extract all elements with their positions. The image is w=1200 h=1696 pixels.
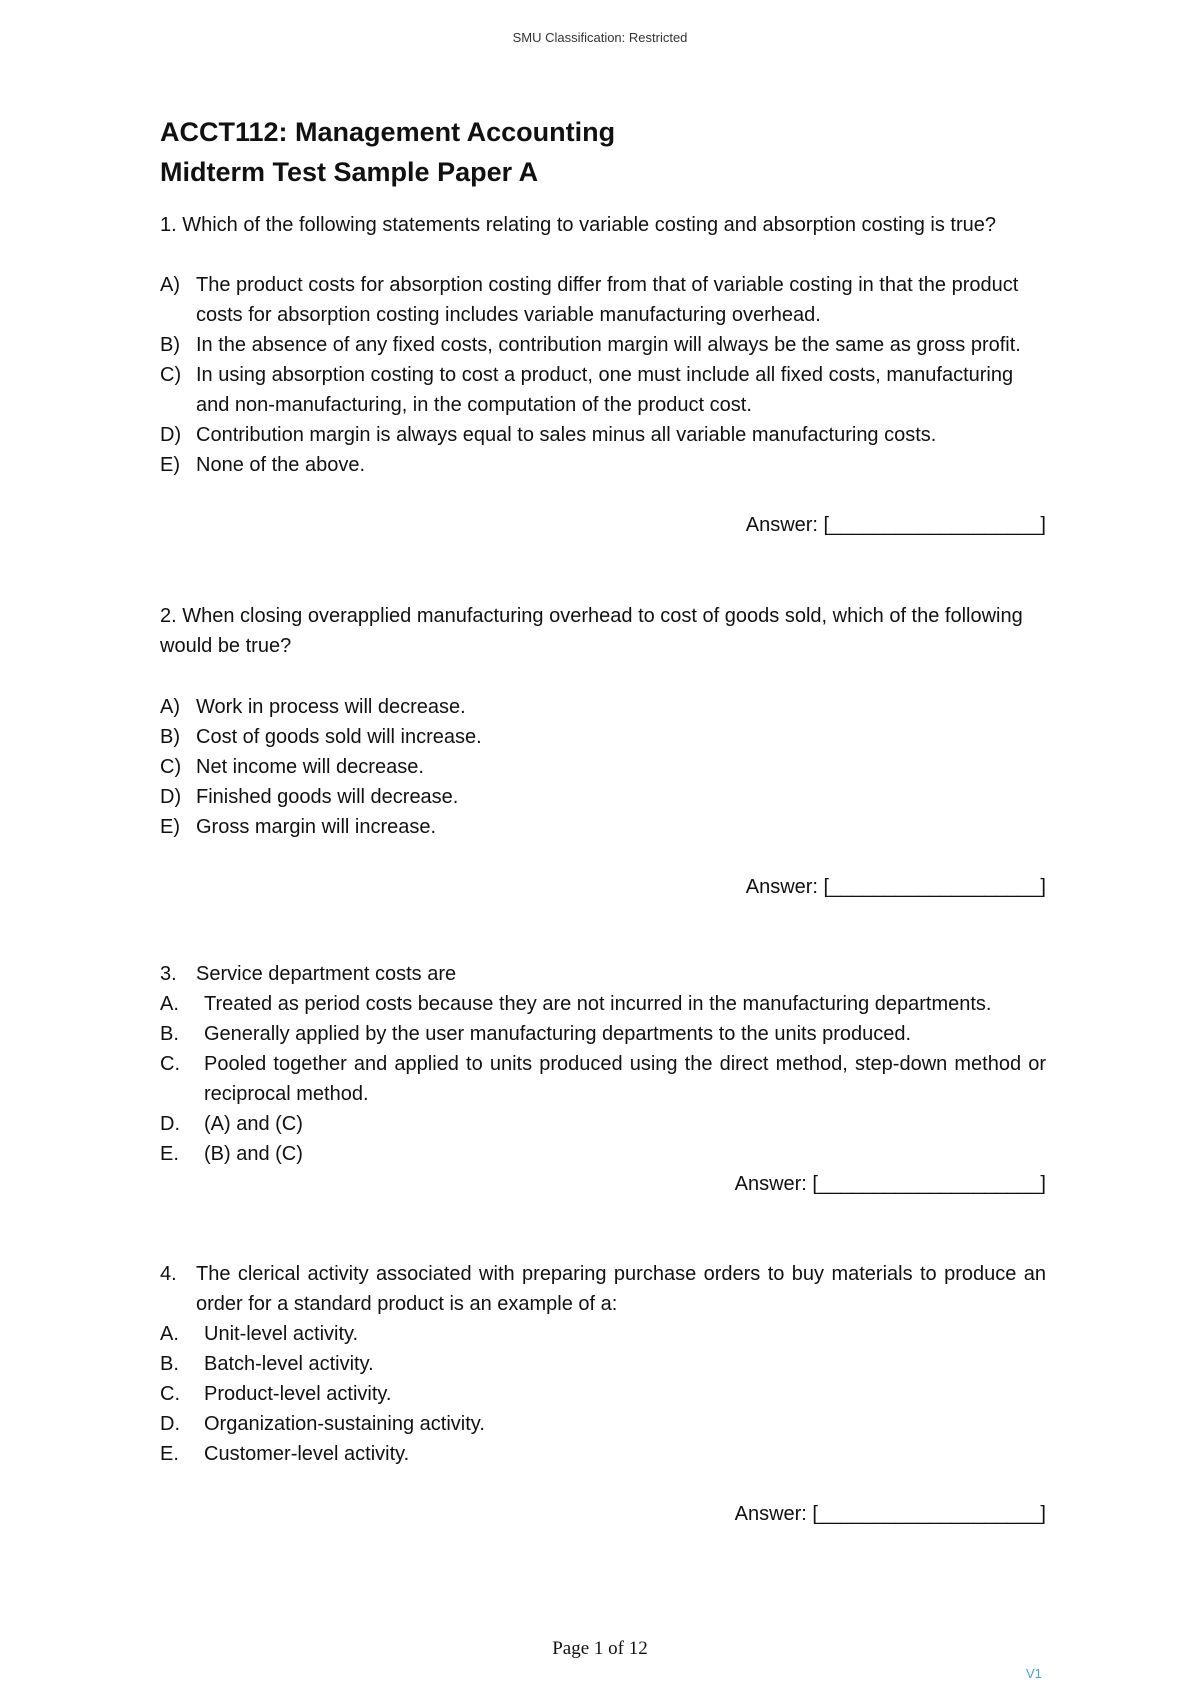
option-e bbox=[160, 812, 1046, 842]
option-text: The product costs for absorption costing differ from that of variable costing in that the product costs for absorption costing includes variable manufacturing overhead. bbox=[196, 274, 1019, 326]
option-text: Treated as period costs because they are not incurred in the manufacturing departments. bbox=[204, 993, 992, 1015]
paper-title: Midterm Test Sample Paper A bbox=[160, 157, 539, 187]
question-stem: Service department costs are bbox=[196, 963, 457, 985]
question-4 bbox=[160, 1259, 1046, 1529]
option-label: D. bbox=[160, 1113, 180, 1135]
question-3-text bbox=[160, 959, 1046, 989]
document-body bbox=[160, 112, 1046, 1529]
option-label: D) bbox=[160, 786, 182, 808]
option-label: A) bbox=[160, 274, 180, 296]
option-text: In using absorption costing to cost a product, one must include all fixed costs, manufacturing and non-manufacturing, in the computation of the product cost. bbox=[196, 364, 1014, 416]
option-c bbox=[160, 1049, 1046, 1109]
option-label: E. bbox=[160, 1443, 179, 1465]
option-e bbox=[160, 450, 1046, 480]
question-1-text: 1. Which of the following statements relating to variable costing and absorption costing is true? bbox=[160, 214, 997, 236]
option-text: Contribution margin is always equal to sales minus all variable manufacturing costs. bbox=[196, 424, 937, 446]
option-label: E) bbox=[160, 816, 180, 838]
question-4-text bbox=[160, 1259, 1046, 1319]
option-b bbox=[160, 1349, 1046, 1379]
question-2-options bbox=[160, 692, 1046, 842]
option-text: Cost of goods sold will increase. bbox=[196, 726, 482, 748]
option-text: Finished goods will decrease. bbox=[196, 786, 459, 808]
option-e bbox=[160, 1439, 1046, 1469]
option-b bbox=[160, 722, 1046, 752]
answer-field-4[interactable]: Answer: [____________________] bbox=[734, 1503, 1046, 1525]
option-a bbox=[160, 989, 1046, 1019]
question-2-text: 2. When closing overapplied manufacturing overhead to cost of goods sold, which of the following would be true? bbox=[160, 605, 1023, 657]
option-label: A. bbox=[160, 993, 179, 1015]
option-label: B) bbox=[160, 726, 180, 748]
answer-field-1[interactable]: Answer: [___________________] bbox=[745, 514, 1046, 536]
question-3-options bbox=[160, 989, 1046, 1169]
option-label: B. bbox=[160, 1023, 179, 1045]
question-stem: The clerical activity associated with preparing purchase orders to buy materials to produce an order for a standard product is an example of a: bbox=[196, 1263, 1046, 1315]
option-label: E. bbox=[160, 1143, 179, 1165]
answer-field-2[interactable]: Answer: [___________________] bbox=[745, 876, 1046, 898]
option-label: C) bbox=[160, 364, 182, 386]
answer-field-3[interactable]: Answer: [____________________] bbox=[734, 1173, 1046, 1195]
question-number: 3. bbox=[160, 963, 177, 985]
page-number: Page 1 of 12 bbox=[552, 1638, 648, 1659]
option-label: D. bbox=[160, 1413, 180, 1435]
question-2 bbox=[160, 601, 1046, 902]
option-text: (A) and (C) bbox=[204, 1113, 303, 1135]
option-d bbox=[160, 1409, 1046, 1439]
classification-label: SMU Classification: Restricted bbox=[512, 30, 688, 45]
option-c bbox=[160, 1379, 1046, 1409]
question-number: 4. bbox=[160, 1263, 177, 1285]
option-a bbox=[160, 270, 1046, 330]
option-b bbox=[160, 1019, 1046, 1049]
option-text: Work in process will decrease. bbox=[196, 696, 466, 718]
option-label: A. bbox=[160, 1323, 179, 1345]
option-text: In the absence of any fixed costs, contribution margin will always be the same as gross profit. bbox=[196, 334, 1021, 356]
option-a bbox=[160, 692, 1046, 722]
option-text: Pooled together and applied to units produced using the direct method, step-down method or reciprocal method. bbox=[204, 1053, 1046, 1105]
option-label: B) bbox=[160, 334, 180, 356]
option-text: Unit-level activity. bbox=[204, 1323, 359, 1345]
option-label: E) bbox=[160, 454, 180, 476]
option-text: Customer-level activity. bbox=[204, 1443, 410, 1465]
option-d bbox=[160, 1109, 1046, 1139]
option-c bbox=[160, 360, 1046, 420]
option-text: Batch-level activity. bbox=[204, 1353, 374, 1375]
option-label: C) bbox=[160, 756, 182, 778]
option-text: Gross margin will increase. bbox=[196, 816, 437, 838]
option-label: C. bbox=[160, 1053, 180, 1075]
option-d bbox=[160, 420, 1046, 450]
option-text: Generally applied by the user manufacturing departments to the units produced. bbox=[204, 1023, 912, 1045]
option-text: (B) and (C) bbox=[204, 1143, 303, 1165]
course-title: ACCT112: Management Accounting bbox=[160, 117, 616, 147]
option-e bbox=[160, 1139, 1046, 1169]
option-text: Product-level activity. bbox=[204, 1383, 392, 1405]
option-label: B. bbox=[160, 1353, 179, 1375]
option-label: D) bbox=[160, 424, 182, 446]
option-text: Net income will decrease. bbox=[196, 756, 424, 778]
question-3 bbox=[160, 959, 1046, 1199]
option-a bbox=[160, 1319, 1046, 1349]
question-1 bbox=[160, 210, 1046, 540]
option-d bbox=[160, 782, 1046, 812]
option-label: A) bbox=[160, 696, 180, 718]
option-label: C. bbox=[160, 1383, 180, 1405]
question-1-options bbox=[160, 270, 1046, 480]
option-c bbox=[160, 752, 1046, 782]
version-label: V1 bbox=[1026, 1666, 1042, 1681]
option-text: None of the above. bbox=[196, 454, 366, 476]
option-text: Organization-sustaining activity. bbox=[204, 1413, 485, 1435]
question-4-options bbox=[160, 1319, 1046, 1469]
option-b bbox=[160, 330, 1046, 360]
